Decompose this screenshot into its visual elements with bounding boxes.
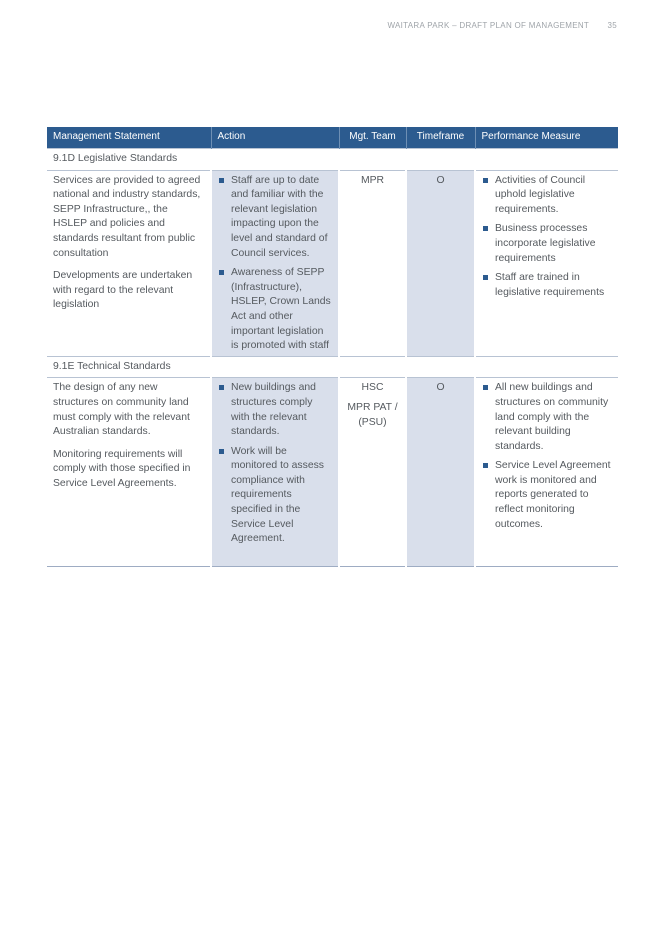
measure-text: Business processes incorporate legislative requirements <box>495 223 596 264</box>
action-text: Awareness of SEPP (Infrastructure), HSLEP, Crown Lands Act and other important legislation is promoted with staff <box>231 267 331 352</box>
timeframe-text: O <box>436 174 445 186</box>
measure-item <box>482 222 612 266</box>
action-text: Work will be monitored to assess compliance with requirements specified in the Service Level Agreement. <box>231 445 324 545</box>
action-text: Staff are up to date and familiar with the relevant legislation impacting upon the level and standard of Council services. <box>231 174 328 259</box>
bullet-square-icon <box>219 449 224 454</box>
statement-paragraph: Developments are undertaken with regard to the relevant legislation <box>53 270 193 311</box>
bullet-square-icon <box>483 275 488 280</box>
performance-measure-cell <box>475 378 618 567</box>
statement-paragraph: The design of any new structures on community land must comply with the relevant Australian standards. <box>53 382 190 438</box>
action-item <box>218 445 332 547</box>
action-item <box>218 174 332 262</box>
timeframe-cell <box>406 170 475 356</box>
mgt-team-cell <box>339 378 406 567</box>
section-heading-row <box>47 149 618 171</box>
mgt-team-text: MPR <box>360 174 385 186</box>
action-text: New buildings and structures comply with the relevant standards. <box>231 382 316 438</box>
performance-measure-cell <box>475 170 618 356</box>
bullet-square-icon <box>219 270 224 275</box>
column-header-management-statement: Management Statement <box>47 127 211 149</box>
statement-paragraph: Services are provided to agreed national and industry standards, SEPP Infrastructure,, the HSLEP and policies and standards resultant from public consultation <box>53 174 201 259</box>
measure-text: All new buildings and structures on community land comply with the relevant building standards. <box>495 382 609 452</box>
timeframe-text: O <box>436 382 445 394</box>
bullet-square-icon <box>483 463 488 468</box>
action-cell <box>211 378 339 567</box>
management-statement-cell <box>47 378 211 567</box>
statement-paragraph: Monitoring requirements will comply with those specified in Service Level Agreements. <box>53 448 191 489</box>
table-row <box>47 170 618 356</box>
action-item <box>218 266 332 354</box>
mgt-team-cell <box>339 170 406 356</box>
bullet-square-icon <box>219 178 224 183</box>
timeframe-cell <box>406 378 475 567</box>
measure-item <box>482 174 612 218</box>
action-item <box>218 381 332 439</box>
table-header-row <box>47 127 618 149</box>
management-plan-table <box>47 127 618 567</box>
bullet-square-icon <box>219 385 224 390</box>
running-title: WAITARA PARK – DRAFT PLAN OF MANAGEMENT <box>387 21 589 30</box>
management-statement-cell <box>47 170 211 356</box>
measure-text: Staff are trained in legislative requirements <box>495 272 605 298</box>
measure-item <box>482 459 612 532</box>
bullet-square-icon <box>483 178 488 183</box>
bullet-square-icon <box>483 385 488 390</box>
section-heading: 9.1E Technical Standards <box>47 356 618 378</box>
page-number: 35 <box>607 21 617 30</box>
measure-item <box>482 381 612 454</box>
table-row <box>47 378 618 567</box>
column-header-action: Action <box>211 127 339 149</box>
bullet-square-icon <box>483 226 488 231</box>
column-header-mgt-team: Mgt. Team <box>339 127 406 149</box>
column-header-performance-measure: Performance Measure <box>475 127 618 149</box>
section-heading-row <box>47 356 618 378</box>
column-header-timeframe: Timeframe <box>406 127 475 149</box>
action-cell <box>211 170 339 356</box>
measure-item <box>482 271 612 300</box>
running-header <box>387 21 617 30</box>
mgt-team-text: MPR PAT / (PSU) <box>347 401 398 428</box>
section-heading: 9.1D Legislative Standards <box>47 149 618 171</box>
measure-text: Activities of Council uphold legislative requirements. <box>495 174 586 215</box>
mgt-team-text: HSC <box>361 382 384 394</box>
measure-text: Service Level Agreement work is monitored and reports generated to reflect monitoring outcomes. <box>495 460 611 530</box>
